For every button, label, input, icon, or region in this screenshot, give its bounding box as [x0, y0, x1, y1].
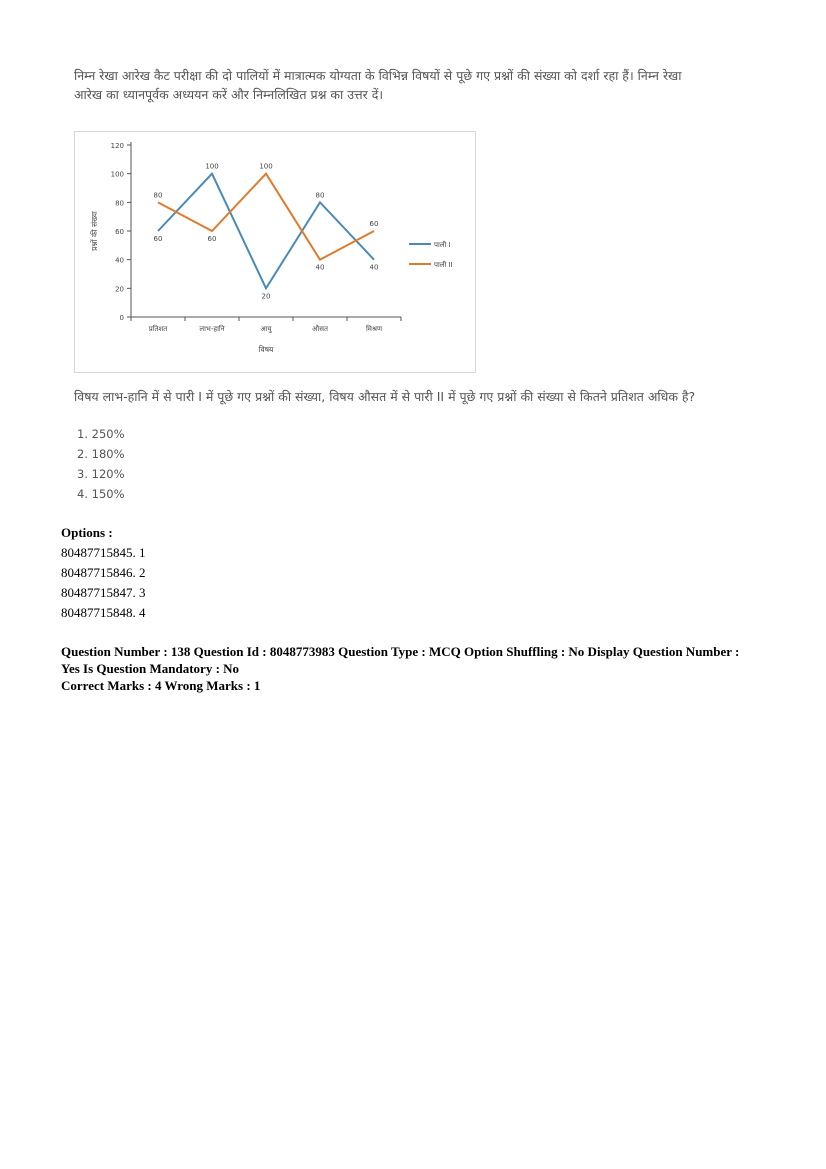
info-line-2: Yes Is Question Mandatory : No [61, 661, 240, 676]
data-label: 40 [369, 263, 379, 272]
line-chart [74, 131, 476, 373]
data-label: 100 [205, 162, 219, 171]
choice-2[interactable]: 2. 180% [77, 447, 125, 461]
x-tick-label: लाभ-हानि [199, 325, 225, 333]
y-tick-label: 60 [115, 228, 124, 236]
choice-3[interactable]: 3. 120% [77, 467, 125, 481]
answer-choices [77, 424, 125, 504]
info-line-1: Question Number : 138 Question Id : 8048773983 Question Type : MCQ Option Shuffling : No Display Question Number : [61, 644, 740, 659]
x-tick-label: औसत [312, 325, 328, 333]
choice-4[interactable]: 4. 150% [77, 487, 125, 501]
options-heading: Options : [61, 525, 113, 540]
option-item: 80487715848. 4 [61, 605, 146, 620]
y-tick-label: 0 [119, 314, 124, 322]
data-label: 80 [315, 191, 325, 200]
option-item: 80487715847. 3 [61, 585, 146, 600]
data-label: 20 [261, 292, 271, 301]
y-tick-label: 100 [110, 170, 124, 179]
series-line-1 [158, 174, 374, 289]
option-item: 80487715845. 1 [61, 545, 146, 560]
y-tick-label: 80 [115, 199, 124, 208]
x-tick-label: मिश्रण [365, 325, 383, 333]
x-axis-label: विषय [258, 345, 274, 354]
x-tick-label: आयु [260, 325, 272, 333]
question-intro [74, 66, 764, 104]
data-label: 80 [153, 191, 163, 200]
info-line-3: Correct Marks : 4 Wrong Marks : 1 [61, 678, 261, 693]
y-tick-label: 120 [110, 142, 124, 150]
question-info [61, 643, 781, 694]
option-item: 80487715846. 2 [61, 565, 146, 580]
chart-svg [75, 132, 475, 372]
choice-1[interactable]: 1. 250% [77, 427, 125, 441]
x-tick-label: प्रतिशत [148, 325, 168, 333]
y-tick-label: 20 [115, 285, 124, 294]
data-label: 40 [315, 263, 325, 272]
data-label: 60 [153, 235, 163, 243]
series-line-2 [158, 174, 374, 260]
sub-question: विषय लाभ-हानि में से पारी I में पूछे गए प्रश्नों की संख्या, विषय औसत में से पारी II में पूछे गए प्रश्नों की संख्या से कितने प्रतिशत अधिक है? [74, 389, 696, 404]
intro-line-1: निम्न रेखा आरेख कैट परीक्षा की दो पालियों में मात्रात्मक योग्यता के विभिन्न विषयों से पूछे गए प्रश्नों की संख्या को दर्शा रहा हैं। निम्न रेखा [74, 68, 682, 83]
data-label: 60 [207, 235, 217, 243]
y-tick-label: 40 [115, 256, 124, 265]
y-axis-label: प्रश्नों की संख्या [90, 211, 99, 251]
data-label: 100 [259, 162, 273, 171]
intro-line-2: आरेख का ध्यानपूर्वक अध्ययन करें और निम्नलिखित प्रश्न का उत्तर दें। [74, 87, 384, 102]
data-label: 60 [369, 220, 379, 228]
legend-label-2: पाली II [434, 261, 453, 269]
legend-label-1: पाली I [434, 241, 451, 249]
question-metadata [61, 523, 781, 694]
